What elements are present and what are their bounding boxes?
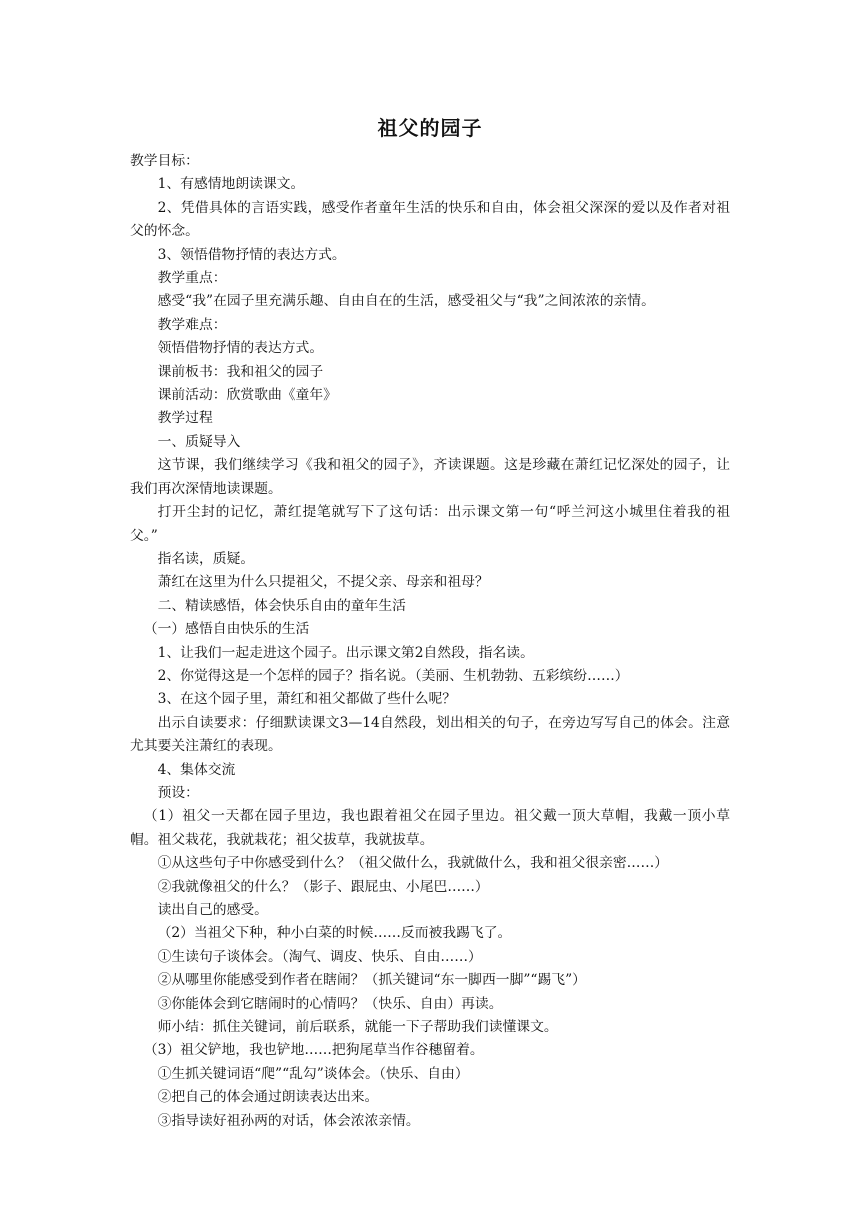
paragraph: ①生抓关键词语“爬”“乱勾”谈体会。（快乐、自由） [157, 1065, 469, 1082]
paragraph: 教学过程 [157, 410, 213, 427]
paragraph: （一）感悟自由快乐的生活 [143, 621, 310, 638]
paragraph: ①生读句子谈体会。（淘气、调皮、快乐、自由……） [157, 948, 482, 965]
paragraph: 二、精读感悟，体会快乐自由的童年生活 [157, 597, 406, 614]
paragraph: （3）祖父铲地，我也铲地……把狗尾草当作谷穗留着。 [143, 1042, 484, 1059]
paragraph: 领悟借物抒情的表达方式。 [157, 340, 324, 357]
paragraph: ②从哪里你能感受到作者在瞎闹？（抓关键词“东一脚西一脚”“踢飞”） [157, 972, 586, 989]
paragraph: 教学重点： [157, 270, 227, 287]
paragraph: 教学难点： [157, 316, 227, 333]
paragraph: 1、让我们一起走进这个园子。出示课文第2自然段，指名读。 [157, 644, 534, 661]
paragraph: 3、领悟借物抒情的表达方式。 [157, 246, 346, 263]
paragraph: ②我就像祖父的什么？（影子、跟屁虫、小尾巴……） [157, 878, 489, 895]
paragraph: 打开尘封的记忆，萧红提笔就写下了这句话：出示课文第一句“呼兰河这小城里住着我的祖父。” [130, 504, 730, 544]
paragraph: 教学目标： [130, 153, 199, 169]
paragraph: （2）当祖父下种，种小白菜的时候……反而被我踢飞了。 [157, 925, 512, 942]
paragraph: 2、你觉得这是一个怎样的园子？指名说。（美丽、生机勃勃、五彩缤纷……） [157, 667, 629, 684]
paragraph: 读出自己的感受。 [157, 902, 268, 918]
paragraph: ①从这些句子中你感受到什么？（祖父做什么，我就做什么，我和祖父很亲密……） [157, 855, 669, 872]
paragraph: 这节课，我们继续学习《我和祖父的园子》，齐读课题。这是珍藏在萧红记忆深处的园子，让我们再次深情地读课题。 [130, 457, 730, 497]
paragraph: ③你能体会到它瞎闹时的心情吗？（快乐、自由）再读。 [157, 995, 503, 1012]
paragraph: 一、质疑导入 [157, 433, 241, 450]
document-title: 祖父的园子 [377, 116, 483, 140]
paragraph: 课前板书：我和祖父的园子 [157, 363, 324, 380]
paragraph: 出示自读要求：仔细默读课文3—14自然段，划出相关的句子，在旁边写写自己的体会。注意尤其要关注萧红的表现。 [130, 714, 730, 755]
document-body [130, 150, 730, 1133]
paragraph: 2、凭借具体的言语实践，感受作者童年生活的快乐和自由，体会祖父深深的爱以及作者对祖父的怀念。 [130, 199, 730, 240]
paragraph: 预设： [157, 784, 199, 801]
paragraph: 指名读，质疑。 [157, 550, 255, 567]
paragraph: 萧红在这里为什么只提祖父，不提父亲、母亲和祖母？ [157, 574, 489, 591]
paragraph: ③指导读好祖孙两的对话，体会浓浓亲情。 [157, 1112, 420, 1129]
paragraph: 1、有感情地朗读课文。 [157, 176, 305, 193]
paragraph: 课前活动：欣赏歌曲《童年》 [157, 387, 337, 404]
paragraph: 感受“我”在园子里充满乐趣、自由自在的生活，感受祖父与“我”之间浓浓的亲情。 [157, 293, 655, 310]
paragraph: （1）祖父一天都在园子里边，我也跟着祖父在园子里边。祖父戴一顶大草帽，我戴一顶小草帽。祖父栽花，我就栽花；祖父拔草，我就拔草。 [130, 808, 730, 848]
paragraph: 4、集体交流 [157, 761, 236, 778]
paragraph: ②把自己的体会通过朗读表达出来。 [157, 1089, 379, 1106]
paragraph: 3、在这个园子里，萧红和祖父都做了些什么呢？ [157, 691, 457, 708]
paragraph: 师小结：抓住关键词，前后联系，就能一下子帮助我们读懂课文。 [157, 1019, 558, 1036]
